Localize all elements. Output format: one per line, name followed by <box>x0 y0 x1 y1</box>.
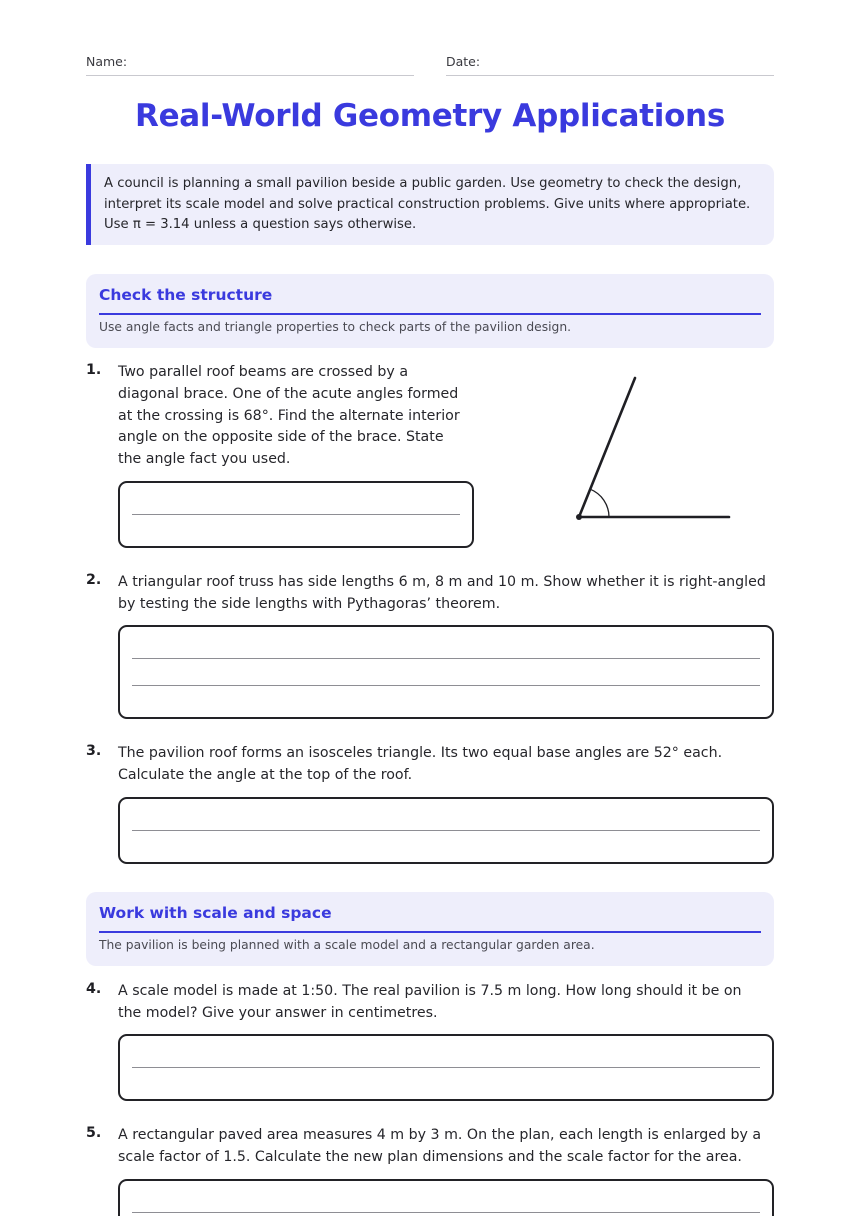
section-header-structure <box>86 274 774 348</box>
answer-line <box>132 1212 760 1213</box>
date-field[interactable] <box>446 54 774 76</box>
question-text: Two parallel roof beams are crossed by a diagonal brace. One of the acute angles formed at the crossing is 68°. Find the alternate interior angle on the opposite side of the brace. State the angle fact you used. <box>118 364 460 468</box>
answer-line <box>132 685 760 686</box>
section-header-scale <box>86 892 774 966</box>
section-subtitle: Use angle facts and triangle properties to check parts of the pavilion design. <box>99 320 572 334</box>
answer-line <box>132 514 460 515</box>
question-number: 5. <box>86 1125 102 1141</box>
answer-box[interactable] <box>118 625 774 719</box>
answer-box[interactable] <box>118 797 774 864</box>
page-title: Real-World Geometry Applications <box>135 98 725 134</box>
question-text: A triangular roof truss has side lengths 6 m, 8 m and 10 m. Show whether it is right-angled by testing the side lengths with Pythagoras’ theorem. <box>118 574 766 612</box>
intro-callout: A council is planning a small pavilion beside a public garden. Use geometry to check the design, interpret its scale model and solve practical construction problems. Give units where appropriate. Use π = 3.14 unless a question says otherwise. <box>86 164 774 245</box>
answer-box[interactable] <box>118 481 474 548</box>
question-text: A scale model is made at 1:50. The real pavilion is 7.5 m long. How long should it be on the model? Give your answer in centimetres. <box>118 983 742 1021</box>
date-label: Date: <box>446 54 481 69</box>
name-label: Name: <box>86 54 128 69</box>
question-text: A rectangular paved area measures 4 m by 3 m. On the plan, each length is enlarged by a scale factor of 1.5. Calculate the new plan dimensions and the scale factor for the area. <box>118 1127 762 1165</box>
answer-line <box>132 1067 760 1068</box>
angle-diagram-icon <box>545 362 745 532</box>
question-number: 1. <box>86 362 102 378</box>
question-number: 3. <box>86 743 102 759</box>
question-number: 2. <box>86 572 102 588</box>
question-text: The pavilion roof forms an isosceles triangle. Its two equal base angles are 52° each. Calculate the angle at the top of the roof. <box>118 745 723 783</box>
section-subtitle: The pavilion is being planned with a scale model and a rectangular garden area. <box>99 938 595 952</box>
section-divider <box>99 313 761 315</box>
answer-box[interactable] <box>118 1179 774 1216</box>
answer-box[interactable] <box>118 1034 774 1101</box>
question-number: 4. <box>86 981 102 997</box>
answer-line <box>132 658 760 659</box>
section-divider <box>99 931 761 933</box>
section-title: Check the structure <box>99 286 273 304</box>
answer-line <box>132 830 760 831</box>
section-title: Work with scale and space <box>99 904 332 922</box>
student-info-row <box>86 54 774 76</box>
name-field[interactable] <box>86 54 414 76</box>
